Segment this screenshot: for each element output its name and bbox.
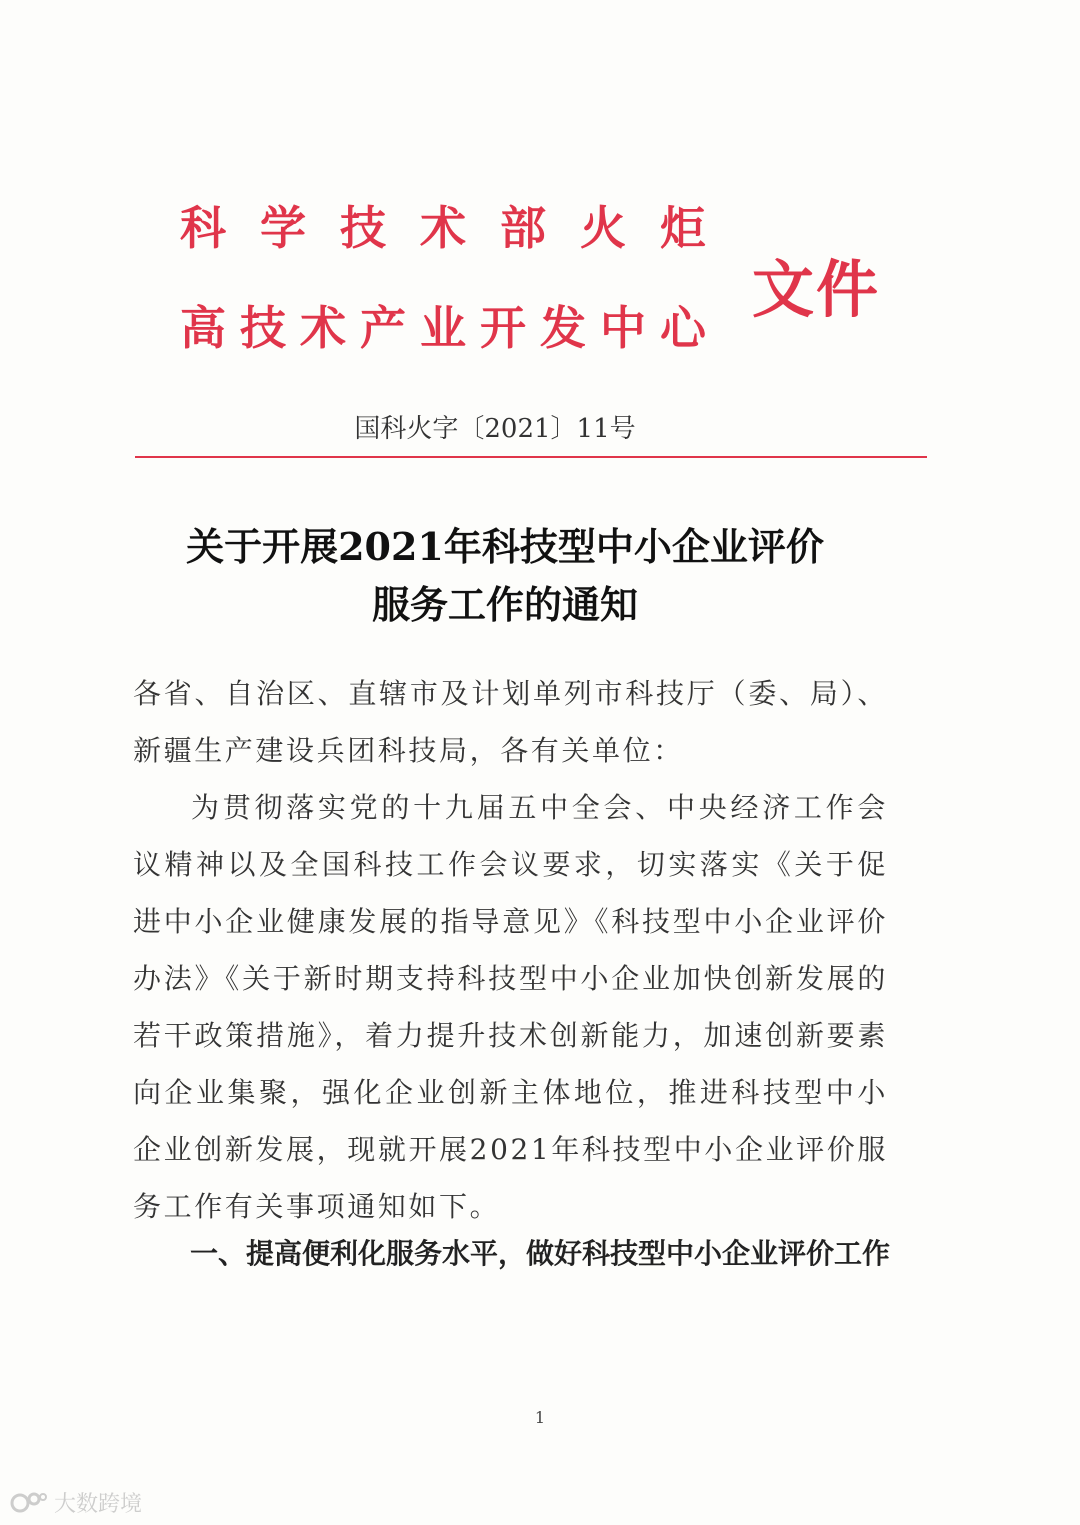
document-type-label: 文件	[752, 253, 881, 326]
watermark-logo-icon	[10, 1489, 50, 1517]
watermark-text: 大数跨境	[54, 1492, 143, 1517]
title-line1: 关于开展2021年科技型中小企业评价	[186, 524, 824, 569]
section-heading: 一、提高便利化服务水平，做好科技型中小企业评价工作	[190, 1237, 891, 1270]
document-title	[130, 518, 880, 634]
red-separator-line	[135, 456, 927, 458]
addressee-paragraph: 各省、自治区、直辖市及计划单列市科技厅（委、局）、新疆生产建设兵团科技局，各有关单位：	[133, 677, 888, 767]
page-number: 1	[534, 1408, 546, 1427]
document-number: 国科火字〔2021〕11号	[354, 414, 636, 444]
watermark	[10, 1487, 142, 1518]
body-paragraph: 为贯彻落实党的十九届五中全会、中央经济工作会议精神以及全国科技工作会议要求，切实落实《关于促进中小企业健康发展的指导意见》《科技型中小企业评价办法》《关于新时期支持科技型中小企业加快创新发展的若干政策措施》，着力提升技术创新能力，加速创新要素向企业集聚，强化企业创新主体地位，推进科技型中小企业创新发展，现就开展2021年科技型中小企业评价服务工作有关事项通知如下。	[133, 791, 888, 1223]
org-name-line2: 高技术产业开发中心	[180, 301, 720, 355]
title-line2: 服务工作的通知	[371, 582, 638, 627]
document-body	[133, 665, 888, 1235]
org-name-line1: 科学技术部火炬	[180, 201, 740, 255]
